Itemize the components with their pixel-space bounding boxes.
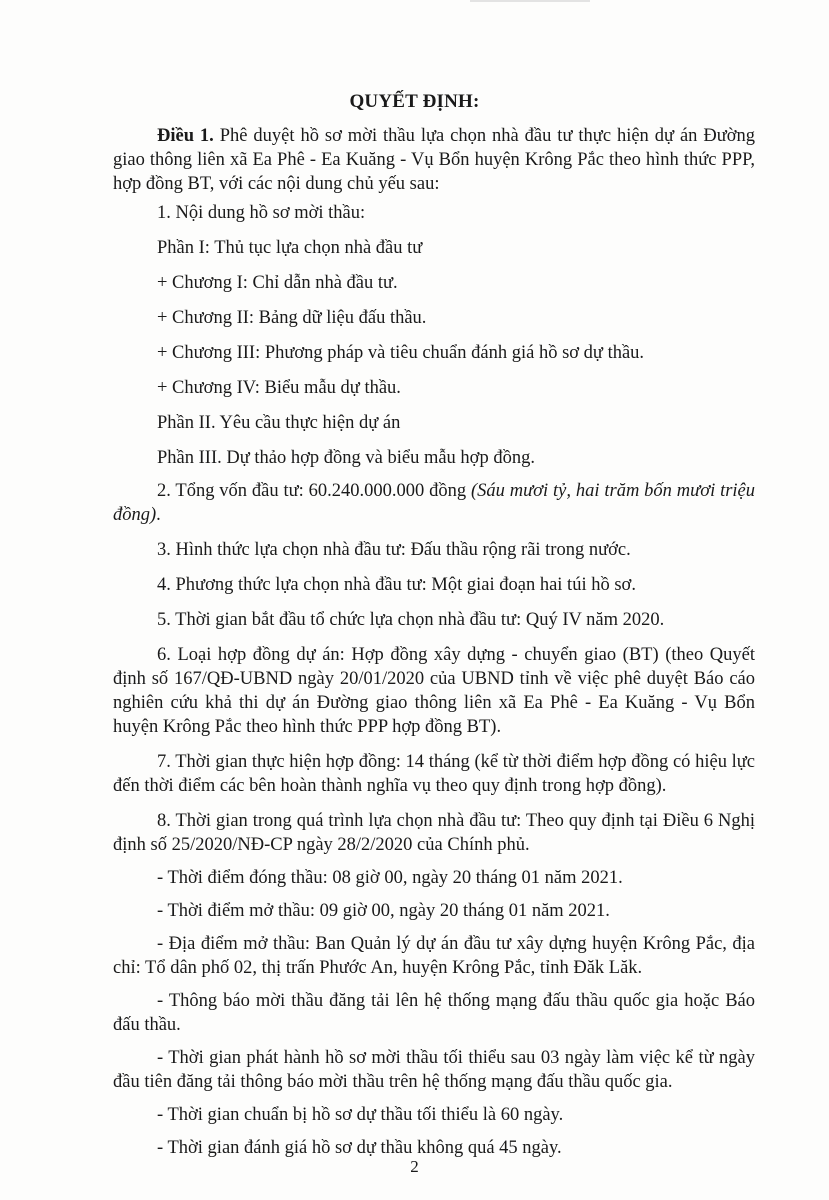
scan-artifact [470, 0, 590, 2]
section-1-item: Phần III. Dự thảo hợp đồng và biểu mẫu hợp đồng. [157, 448, 535, 468]
section-4-paragraph: 4. Phương thức lựa chọn nhà đầu tư: Một giai đoạn hai túi hồ sơ. [157, 575, 636, 595]
section-2-text: 2. Tổng vốn đầu tư: 60.240.000.000 đồng [157, 481, 471, 501]
section-2-note: (Sáu mươi tỷ, hai trăm bốn mươi triệu đồng) [113, 481, 756, 525]
section-8-item: - Thời gian chuẩn bị hồ sơ dự thầu tối thiểu là 60 ngày. [157, 1105, 564, 1125]
section-8-item: - Thời điểm đóng thầu: 08 giờ 00, ngày 20 tháng 01 năm 2021. [157, 868, 623, 888]
section-2-paragraph [113, 479, 755, 527]
section-8-item: - Thời gian đánh giá hồ sơ dự thầu không quá 45 ngày. [157, 1138, 562, 1158]
section-1-item: + Chương III: Phương pháp và tiêu chuẩn đánh giá hồ sơ dự thầu. [157, 343, 645, 363]
section-8-item: - Thời điểm mở thầu: 09 giờ 00, ngày 20 tháng 01 năm 2021. [157, 901, 610, 921]
section-1-item: + Chương II: Bảng dữ liệu đấu thầu. [157, 308, 427, 328]
document-heading: QUYẾT ĐỊNH: [349, 91, 480, 112]
section-6-paragraph: 6. Loại hợp đồng dự án: Hợp đồng xây dựng - chuyển giao (BT) (theo Quyết định số 167/QĐ-UBND ngày 20/01/2020 của UBND tỉnh về việc phê duyệt Báo cáo nghiên cứu khả thi dự án Đường giao thông liên xã Ea Phê - Ea Kuăng - Vụ Bổn huyện Krông Pắc theo hình thức PPP hợp đồng BT). [113, 645, 755, 737]
section-8-item: - Thời gian phát hành hồ sơ mời thầu tối thiểu sau 03 ngày làm việc kể từ ngày đầu tiên đăng tải thông báo mời thầu trên hệ thống mạng đấu thầu quốc gia. [113, 1048, 755, 1092]
section-8-paragraph: 8. Thời gian trong quá trình lựa chọn nhà đầu tư: Theo quy định tại Điều 6 Nghị định số 25/2020/NĐ-CP ngày 28/2/2020 của Chính phủ. [113, 811, 755, 855]
page-number: 2 [410, 1157, 419, 1176]
section-1-item: Phần II. Yêu cầu thực hiện dự án [157, 413, 401, 433]
section-1-title: 1. Nội dung hồ sơ mời thầu: [157, 203, 366, 223]
section-1-item: + Chương I: Chỉ dẫn nhà đầu tư. [157, 273, 398, 293]
article-1-text: Phê duyệt hồ sơ mời thầu lựa chọn nhà đầu tư thực hiện dự án Đường giao thông liên xã Ea Phê - Ea Kuăng - Vụ Bổn huyện Krông Pắc theo hình thức PPP, hợp đồng BT, với các nội dung chủ yếu sau: [113, 126, 756, 194]
document-body [113, 124, 755, 1160]
article-1-label: Điều 1. [157, 126, 214, 146]
article-1-paragraph [113, 124, 755, 196]
section-3-paragraph: 3. Hình thức lựa chọn nhà đầu tư: Đấu thầu rộng rãi trong nước. [157, 540, 631, 560]
section-2-end: . [156, 505, 161, 525]
section-5-paragraph: 5. Thời gian bắt đầu tổ chức lựa chọn nhà đầu tư: Quý IV năm 2020. [157, 610, 665, 630]
section-8-item: - Địa điểm mở thầu: Ban Quản lý dự án đầu tư xây dựng huyện Krông Pắc, địa chỉ: Tổ dân phố 02, thị trấn Phước An, huyện Krông Pắc, tỉnh Đăk Lăk. [113, 934, 755, 978]
section-7-paragraph: 7. Thời gian thực hiện hợp đồng: 14 tháng (kể từ thời điểm hợp đồng có hiệu lực đến thời điểm các bên hoàn thành nghĩa vụ theo quy định trong hợp đồng). [113, 752, 755, 796]
section-1-item: Phần I: Thủ tục lựa chọn nhà đầu tư [157, 238, 423, 258]
section-1-item: + Chương IV: Biểu mẫu dự thầu. [157, 378, 401, 398]
section-8-item: - Thông báo mời thầu đăng tải lên hệ thống mạng đấu thầu quốc gia hoặc Báo đấu thầu. [113, 991, 755, 1035]
